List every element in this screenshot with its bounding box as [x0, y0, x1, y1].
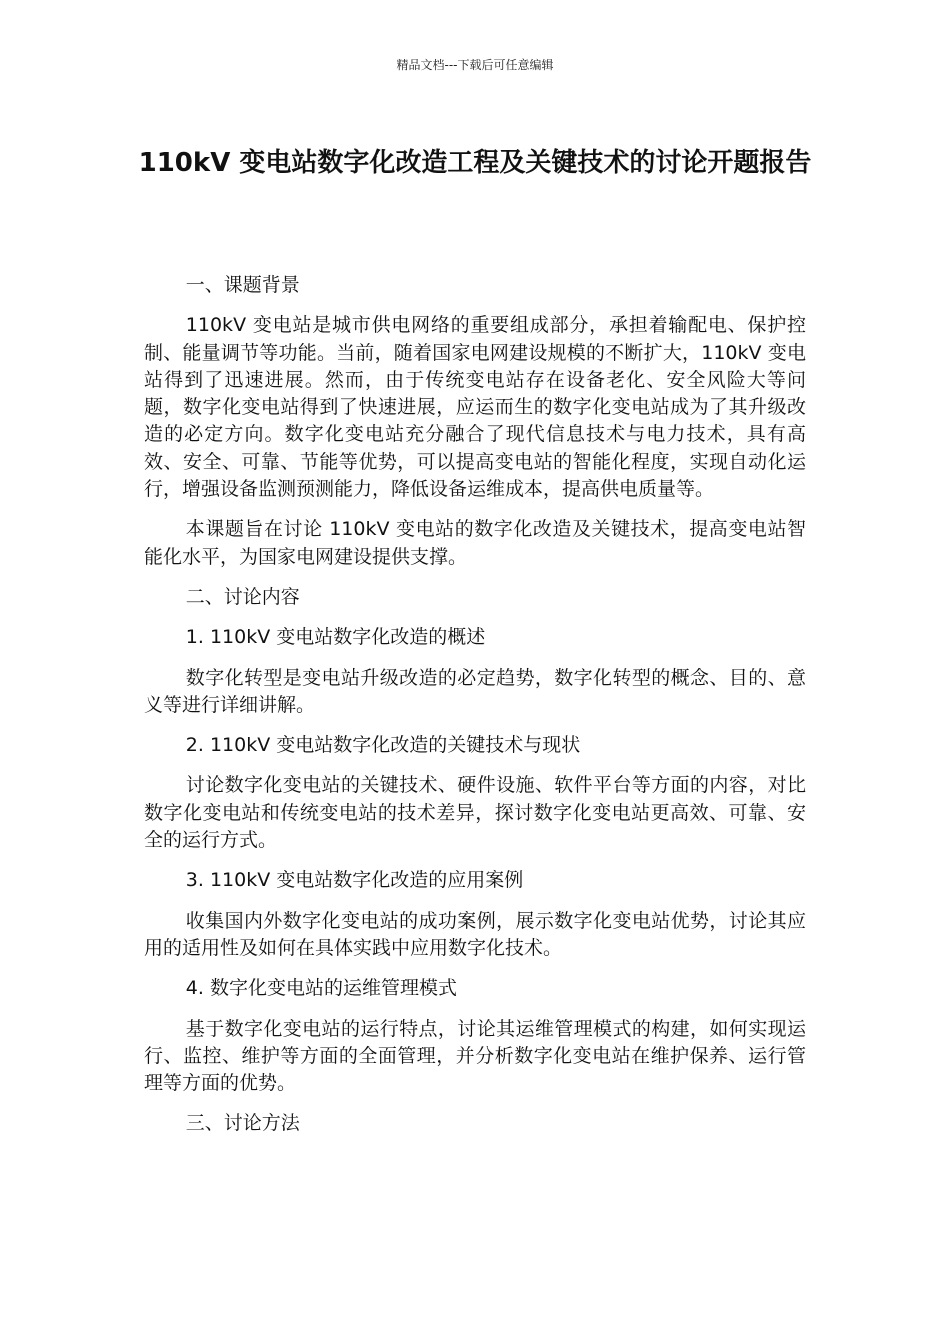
section-heading-background: 一、课题背景 [185, 274, 300, 296]
section-heading-content: 二、讨论内容 [185, 585, 300, 608]
paragraph-subsection-2: 讨论数字化变电站的关键技术、硬件设施、软件平台等方面的内容，对比数字化变电站和传统变电站的技术差异，探讨数字化变电站更高效、可靠、安全的运行方式。 [144, 774, 806, 852]
header-note: 精品文档---下载后可任意编辑 [396, 58, 554, 72]
paragraph-background-1: 110kV 变电站是城市供电网络的重要组成部分，承担着输配电、保护控制、能量调节等功能。当前，随着国家电网建设规模的不断扩大，110kV 变电站得到了迅速进展。然而，由于传统变电站存在设备老化、安全风险大等问题，数字化变电站得到了快速进展，应运而生的数字化变电站成为了其升级改造的必定方向。数字化变电站充分融合了现代信息技术与电力技术，具有高效、安全、可靠、节能等优势，可以提高变电站的智能化程度，实现自动化运行，增强设备监测预测能力，降低设备运维成本，提高供电质量等。 [144, 314, 806, 501]
subsection-heading-4: 4. 数字化变电站的运维管理模式 [185, 977, 457, 1000]
paragraph-subsection-3: 收集国内外数字化变电站的成功案例，展示数字化变电站优势，讨论其应用的适用性及如何在具体实践中应用数字化技术。 [144, 909, 806, 959]
document-body [144, 272, 806, 1151]
paragraph-background-2: 本课题旨在讨论 110kV 变电站的数字化改造及关键技术，提高变电站智能化水平，为国家电网建设提供支撑。 [144, 518, 806, 568]
paragraph-subsection-1: 数字化转型是变电站升级改造的必定趋势，数字化转型的概念、目的、意义等进行详细讲解。 [144, 666, 806, 716]
subsection-heading-3: 3. 110kV 变电站数字化改造的应用案例 [185, 869, 524, 892]
section-heading-method: 三、讨论方法 [185, 1112, 300, 1135]
subsection-heading-1: 1. 110kV 变电站数字化改造的概述 [185, 626, 486, 649]
subsection-heading-2: 2. 110kV 变电站数字化改造的关键技术与现状 [185, 734, 581, 757]
document-title: 110kV 变电站数字化改造工程及关键技术的讨论开题报告 [138, 148, 812, 178]
paragraph-subsection-4: 基于数字化变电站的运行特点，讨论其运维管理模式的构建，如何实现运行、监控、维护等方面的全面管理，并分析数字化变电站在维护保养、运行管理等方面的优势。 [144, 1017, 806, 1095]
